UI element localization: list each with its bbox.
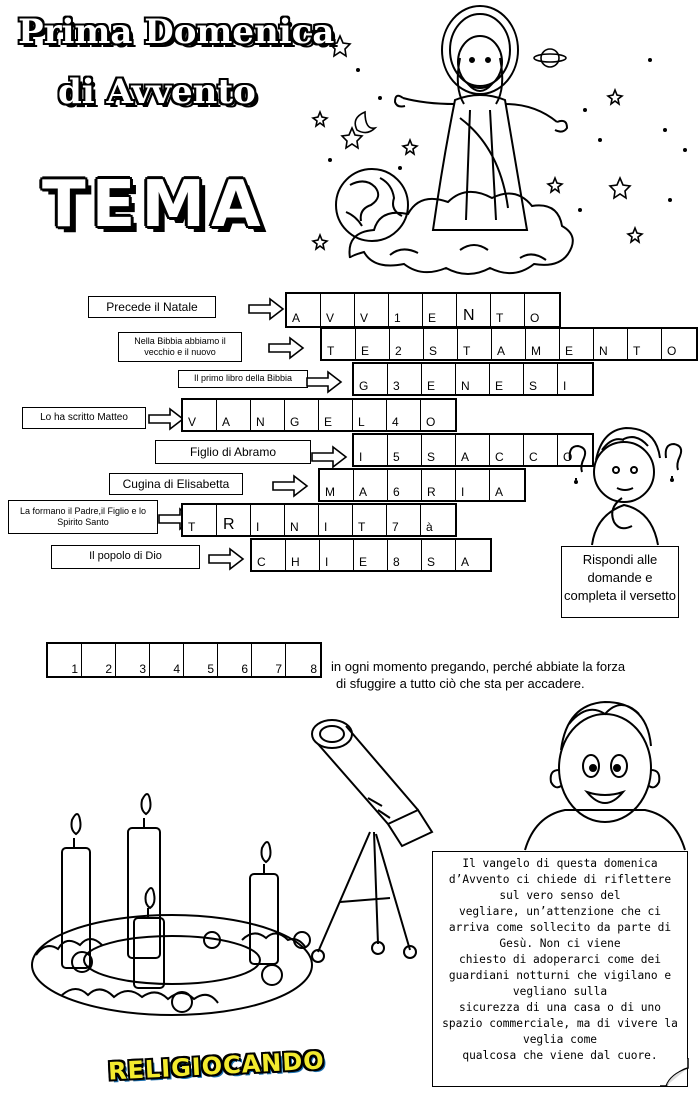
crossword-cell[interactable]: [319, 505, 353, 535]
crossword-clue-8: Il popolo di Dio: [51, 545, 200, 569]
crossword-cell[interactable]: [421, 505, 455, 535]
answer-cell[interactable]: 3: [116, 644, 150, 676]
crossword-cell[interactable]: [320, 470, 354, 500]
note-line: sul vero senso del: [499, 889, 621, 902]
crossword-cell[interactable]: [387, 400, 421, 430]
crossword-cell[interactable]: [390, 329, 424, 359]
crossword-cell[interactable]: [251, 505, 285, 535]
crossword-cell-letter: E: [427, 379, 436, 393]
crossword-cell-letter: N: [256, 415, 265, 429]
crossword-cell[interactable]: [628, 329, 662, 359]
crossword-cell[interactable]: [353, 400, 387, 430]
crossword-cell[interactable]: [217, 505, 251, 535]
crossword-cell-letter: O: [426, 415, 436, 429]
crossword-cell[interactable]: [421, 400, 455, 430]
crossword-cell-letter: A: [292, 311, 301, 325]
crossword-cell[interactable]: [456, 470, 490, 500]
crossword-cell[interactable]: [354, 364, 388, 394]
crossword-clue-6: Cugina di Elisabetta: [109, 473, 243, 495]
crossword-cell-letter: S: [429, 344, 438, 358]
crossword-cell-letter: N: [463, 307, 475, 324]
crossword-cell-letter: E: [495, 379, 504, 393]
title-line-1: Prima Domenica: [18, 12, 335, 52]
crossword-cell[interactable]: [251, 400, 285, 430]
note-line: guardiani notturni che vigilano e: [448, 969, 672, 982]
crossword-cell-letter: I: [359, 450, 363, 464]
crossword-cell-letter: E: [324, 415, 333, 429]
crossword-cell-letter: C: [529, 450, 538, 464]
arrow-right-icon: [208, 548, 244, 570]
crossword-cell-letter: V: [326, 311, 335, 325]
crossword-cell[interactable]: [183, 400, 217, 430]
crossword-cell-letter: 1: [394, 311, 401, 325]
crossword-cell-letter: S: [427, 450, 436, 464]
crossword-clue-7: La formano il Padre,il Figlio e lo Spirito Santo: [8, 500, 158, 534]
crossword-cell[interactable]: [424, 329, 458, 359]
crossword-cell[interactable]: [252, 540, 286, 570]
crossword-cell[interactable]: [422, 364, 456, 394]
crossword-cell-letter: R: [223, 516, 235, 533]
crossword-cell-letter: T: [496, 311, 504, 325]
answer-cell[interactable]: 4: [150, 644, 184, 676]
crossword-cell[interactable]: [355, 294, 389, 326]
crossword-cell-letter: A: [359, 485, 368, 499]
crossword-clue-2: Nella Bibbia abbiamo il vecchio e il nuovo: [118, 332, 242, 362]
crossword-cell[interactable]: [422, 540, 456, 570]
note-line: sicurezza di una casa o di uno: [458, 1001, 662, 1014]
crossword-cell[interactable]: [423, 294, 457, 326]
crossword-cell-letter: 8: [393, 555, 400, 569]
reflection-note: [432, 851, 688, 1087]
crossword-clue-4: Lo ha scritto Matteo: [22, 407, 146, 429]
crossword-cell-letter: à: [426, 520, 433, 534]
crossword-cell-letter: L: [358, 415, 365, 429]
answer-cell[interactable]: 5: [184, 644, 218, 676]
note-line: Il vangelo di questa domenica: [462, 857, 658, 870]
crossword-cell[interactable]: [490, 470, 524, 500]
crossword-cell[interactable]: [285, 505, 319, 535]
crossword-cell-letter: I: [324, 520, 328, 534]
crossword-cell-letter: T: [633, 344, 641, 358]
note-line: d’Avvento ci chiede di riflettere: [448, 873, 672, 886]
answer-cell[interactable]: 7: [252, 644, 286, 676]
crossword-cell-letter: E: [565, 344, 574, 358]
crossword-cell[interactable]: [285, 400, 319, 430]
crossword-cell-letter: I: [563, 379, 567, 393]
crossword-cell-letter: V: [188, 415, 197, 429]
crossword-cell-letter: S: [427, 555, 436, 569]
crossword-cell-letter: N: [290, 520, 299, 534]
crossword-cell[interactable]: [560, 329, 594, 359]
crossword-cell[interactable]: [320, 540, 354, 570]
verse-answer-row: [46, 642, 322, 678]
arrow-right-icon: [272, 475, 308, 497]
instruction-text: Rispondi alle domande e completa il versetto: [564, 552, 676, 604]
crossword-cell[interactable]: [387, 505, 421, 535]
verse-line-1: in ogni momento pregando, perché abbiate la forza: [331, 659, 626, 674]
verse-line-2: di sfuggire a tutto ciò che sta per accadere.: [336, 676, 585, 691]
crossword-row-7: [181, 503, 457, 537]
advent-wreath-illustration: [22, 790, 332, 1030]
crossword-cell-letter: E: [361, 344, 370, 358]
crossword-cell-letter: O: [563, 450, 573, 464]
crossword-row-6: [318, 468, 526, 502]
crossword-cell[interactable]: [388, 364, 422, 394]
crossword-cell-letter: T: [463, 344, 471, 358]
note-line: vegliare, un’attenzione che ci: [458, 905, 662, 918]
page-curl-icon: [660, 1058, 690, 1088]
crossword-cell[interactable]: [492, 329, 526, 359]
crossword-cell[interactable]: [662, 329, 696, 359]
crossword-cell[interactable]: [319, 400, 353, 430]
instruction-box: [561, 546, 679, 618]
crossword-cell-letter: R: [427, 485, 436, 499]
note-line: Gesù. Non ci viene: [499, 937, 621, 950]
tema-heading: TEMA: [42, 168, 267, 242]
crossword-cell[interactable]: [389, 294, 423, 326]
crossword-cell[interactable]: [490, 364, 524, 394]
crossword-cell-letter: M: [531, 344, 541, 358]
title-line-2: di Avvento: [58, 72, 256, 112]
crossword-cell-letter: A: [222, 415, 231, 429]
crossword-cell-letter: T: [358, 520, 366, 534]
thinking-boy-illustration: [562, 420, 692, 545]
crossword-cell-letter: 5: [393, 450, 400, 464]
note-line: chiesto di adoperarci come dei: [458, 953, 662, 966]
crossword-cell-letter: I: [461, 485, 465, 499]
crossword-cell[interactable]: [558, 364, 592, 394]
crossword-cell-letter: S: [529, 379, 538, 393]
answer-cell[interactable]: 8: [310, 662, 317, 676]
arrow-right-icon: [248, 298, 284, 320]
crossword-cell-letter: M: [325, 485, 335, 499]
crossword-cell[interactable]: [456, 540, 490, 570]
crossword-cell[interactable]: [525, 294, 559, 326]
crossword-cell[interactable]: [354, 470, 388, 500]
note-line: spazio commerciale, ma di vivere la: [442, 1017, 678, 1030]
crossword-cell[interactable]: [422, 435, 456, 465]
crossword-cell-letter: C: [495, 450, 504, 464]
crossword-cell-letter: T: [188, 520, 196, 534]
crossword-cell[interactable]: [422, 470, 456, 500]
arrow-right-icon: [311, 446, 347, 468]
crossword-cell-letter: 4: [392, 415, 399, 429]
crossword-cell-letter: O: [667, 344, 677, 358]
crossword-cell[interactable]: [217, 400, 251, 430]
crossword-cell-letter: G: [359, 379, 369, 393]
crossword-row-2: [320, 327, 698, 361]
crossword-cell-letter: N: [599, 344, 608, 358]
crossword-cell-letter: A: [495, 485, 504, 499]
crossword-cell-letter: N: [461, 379, 470, 393]
note-line: vegliano sulla: [512, 985, 608, 998]
crossword-row-3: [352, 362, 594, 396]
crossword-cell[interactable]: [456, 364, 490, 394]
crossword-cell-letter: I: [325, 555, 329, 569]
note-line: veglia come: [522, 1033, 598, 1046]
crossword-row-5: [352, 433, 594, 467]
crossword-cell-letter: E: [359, 555, 368, 569]
crossword-clue-5: Figlio di Abramo: [155, 440, 311, 464]
crossword-row-1: [285, 292, 561, 328]
religiocando-logo: RELIGIOCANDO: [107, 1046, 326, 1086]
crossword-cell[interactable]: [353, 505, 387, 535]
crossword-cell[interactable]: [356, 329, 390, 359]
crossword-cell[interactable]: [491, 294, 525, 326]
crossword-row-8: [250, 538, 492, 572]
crossword-clue-3: Il primo libro della Bibbia: [178, 370, 308, 388]
happy-boy-illustration: [515, 700, 695, 850]
note-line: qualcosa che viene dal cuore.: [462, 1049, 658, 1062]
crossword-cell[interactable]: [490, 435, 524, 465]
crossword-cell-letter: 2: [395, 344, 402, 358]
crossword-cell[interactable]: [354, 435, 388, 465]
crossword-clue-1: Precede il Natale: [88, 296, 216, 318]
answer-cell[interactable]: 6: [218, 644, 252, 676]
crossword-cell[interactable]: [322, 329, 356, 359]
crossword-cell-letter: O: [530, 311, 540, 325]
crossword-cell-letter: H: [291, 555, 300, 569]
crossword-cell-letter: I: [256, 520, 260, 534]
crossword-cell[interactable]: [524, 364, 558, 394]
answer-cell[interactable]: 1: [48, 644, 82, 676]
crossword-cell-letter: T: [327, 344, 335, 358]
arrow-right-icon: [148, 408, 184, 430]
crossword-cell[interactable]: [458, 329, 492, 359]
crossword-cell[interactable]: [287, 294, 321, 326]
crossword-cell[interactable]: [524, 435, 558, 465]
crossword-cell-letter: A: [497, 344, 506, 358]
crossword-cell[interactable]: [388, 435, 422, 465]
crossword-cell[interactable]: [456, 435, 490, 465]
crossword-cell[interactable]: [286, 540, 320, 570]
arrow-right-icon: [268, 337, 304, 359]
crossword-cell-letter: G: [290, 415, 300, 429]
crossword-cell[interactable]: [526, 329, 560, 359]
crossword-cell[interactable]: [388, 540, 422, 570]
crossword-cell[interactable]: [388, 470, 422, 500]
crossword-cell-letter: V: [360, 311, 369, 325]
answer-cell[interactable]: 2: [82, 644, 116, 676]
crossword-cell[interactable]: [321, 294, 355, 326]
crossword-cell[interactable]: [594, 329, 628, 359]
crossword-cell-letter: A: [461, 555, 470, 569]
note-line: arriva come sollecito da parte di: [448, 921, 672, 934]
arrow-right-icon: [306, 371, 342, 393]
jesus-illustration: [310, 0, 699, 290]
crossword-cell[interactable]: [354, 540, 388, 570]
crossword-cell-letter: A: [461, 450, 470, 464]
crossword-cell[interactable]: [457, 294, 491, 326]
crossword-cell-letter: 6: [393, 485, 400, 499]
crossword-cell-letter: 3: [393, 379, 400, 393]
crossword-cell-letter: 7: [392, 520, 399, 534]
crossword-cell-letter: E: [428, 311, 437, 325]
crossword-cell[interactable]: [183, 505, 217, 535]
crossword-row-4: [181, 398, 457, 432]
crossword-cell-letter: C: [257, 555, 266, 569]
